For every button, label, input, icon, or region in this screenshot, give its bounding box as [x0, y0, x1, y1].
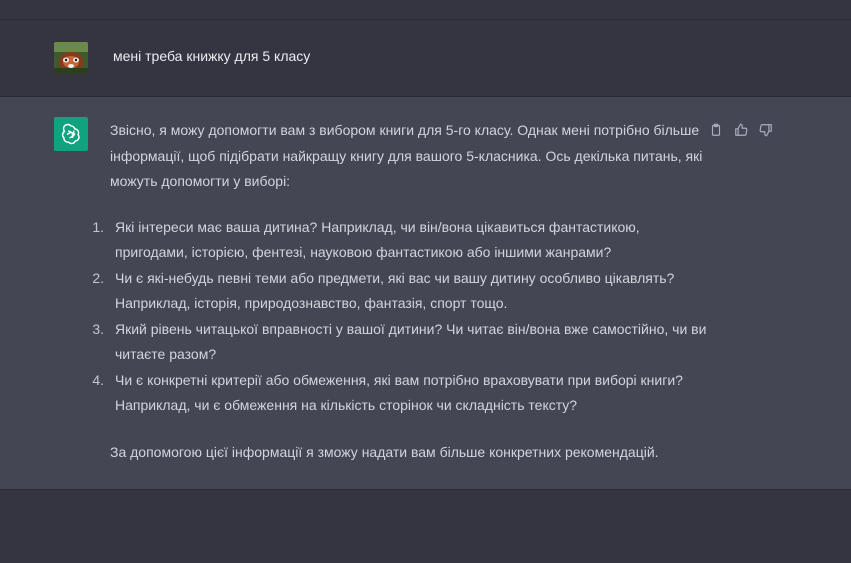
assistant-closing: За допомогою цієї інформації я зможу надати вам більше конкретних рекомендацій.	[110, 443, 659, 460]
list-item-number: 3.	[92, 320, 104, 337]
assistant-intro: Звісно, я можу допомогти вам з вибором книги для 5-го класу. Однак мені потрібно більше інформації, щоб підібрати найкращу книгу для вашого 5-класника. Ось декілька питань, які можуть допомогти у виборі:	[110, 122, 703, 189]
list-item-text: Чи є які-небудь певні теми або предмети, які вас чи вашу дитину особливо цікавлять? Наприклад, історія, природознавство, фантазія, спорт тощо.	[115, 269, 675, 311]
clipboard-icon[interactable]	[707, 121, 724, 138]
user-avatar	[54, 42, 88, 74]
thumbs-down-icon[interactable]	[757, 121, 774, 138]
top-bar	[0, 0, 851, 20]
list-item-text: Який рівень читацької вправності у вашої дитини? Чи читає він/вона вже самостійно, чи ви читаєте разом?	[115, 320, 707, 362]
list-item	[92, 266, 710, 317]
user-message-row	[0, 20, 851, 97]
list-item-text: Чи є конкретні критерії або обмеження, які вам потрібно враховувати при виборі книги? Наприклад, чи є обмеження на кількість сторінок чи складність тексту?	[115, 371, 683, 413]
assistant-message-text	[92, 118, 710, 465]
bottom-area	[0, 490, 851, 563]
list-item	[92, 368, 710, 419]
openai-logo-icon	[54, 117, 88, 151]
list-item	[92, 215, 710, 266]
list-item	[92, 317, 710, 368]
user-message-text: мені треба книжку для 5 класу	[113, 48, 311, 64]
list-item-number: 1.	[92, 218, 104, 235]
list-item-number: 4.	[92, 371, 104, 388]
list-item-number: 2.	[92, 269, 104, 286]
thumbs-up-icon[interactable]	[732, 121, 749, 138]
question-list	[92, 215, 710, 419]
list-item-text: Які інтереси має ваша дитина? Наприклад, чи він/вона цікавиться фантастикою, пригодами, історією, фентезі, науковою фантастикою або іншими жанрами?	[115, 218, 640, 260]
assistant-message-row	[0, 97, 851, 490]
message-actions	[707, 121, 774, 138]
